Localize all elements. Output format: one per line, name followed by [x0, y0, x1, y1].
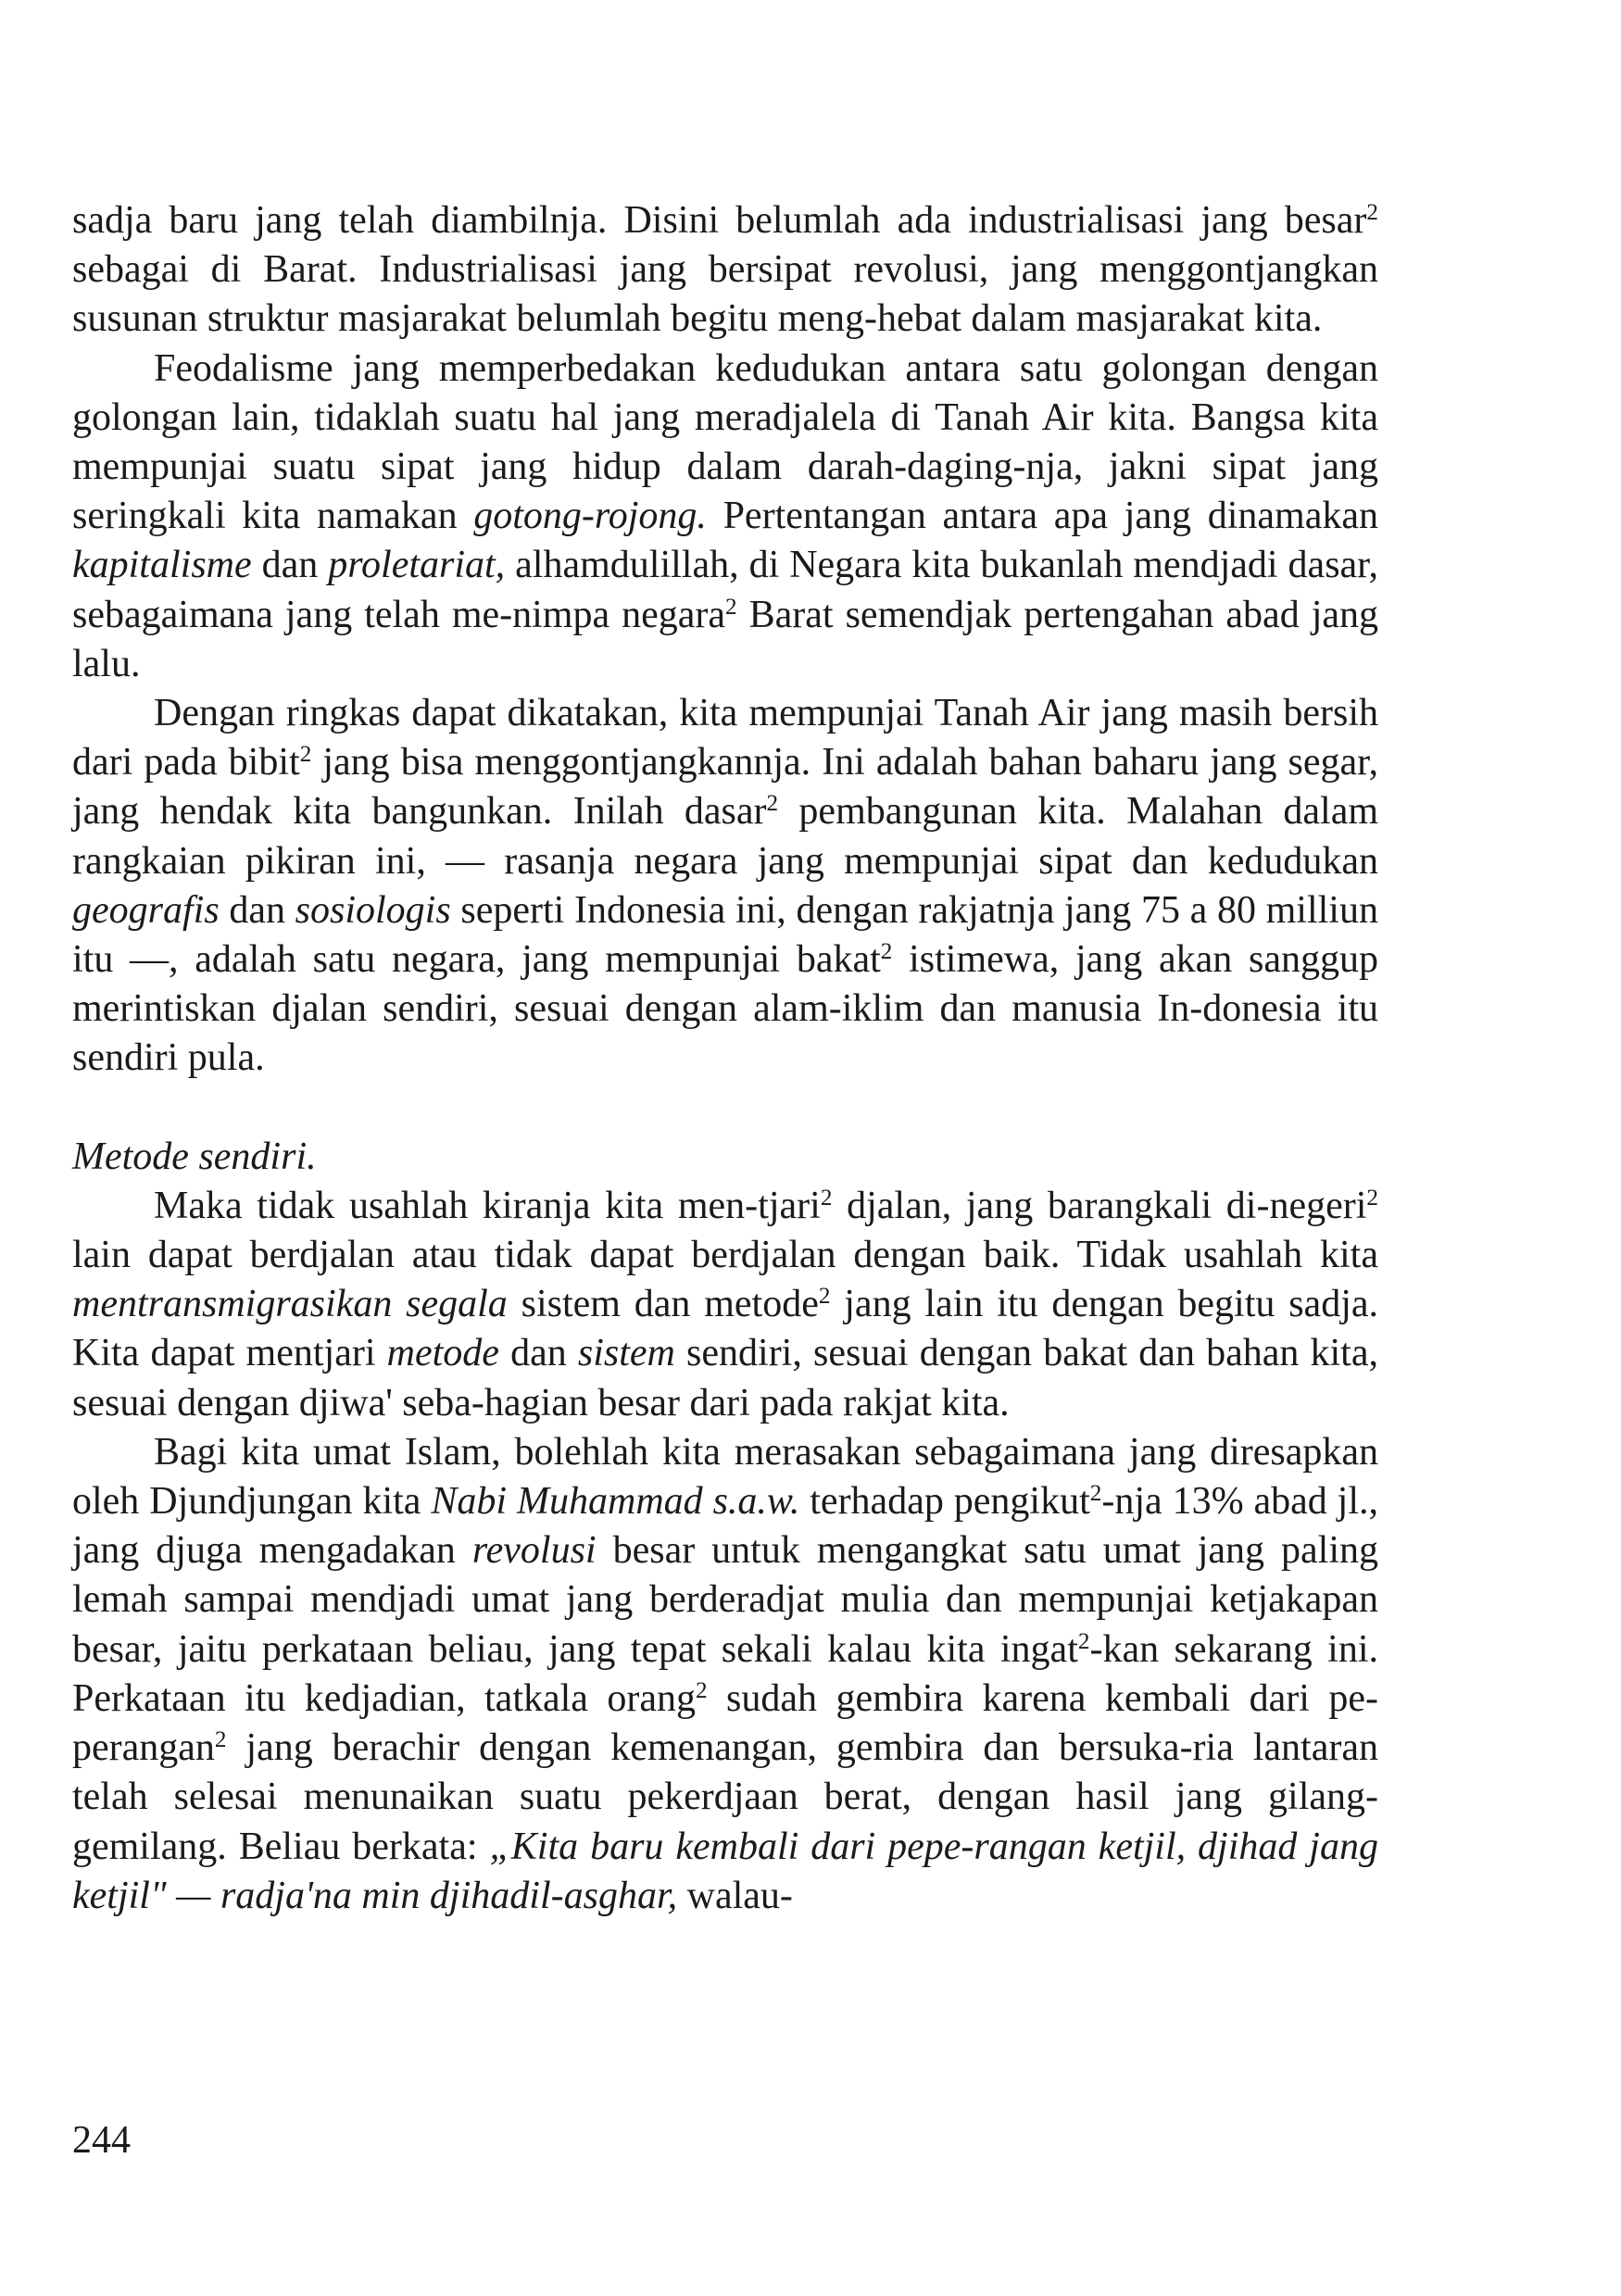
paragraph-4	[72, 1182, 1378, 1428]
text-run: Pertentangan antara apa jang dinamakan	[706, 495, 1379, 538]
italic-term: revolusi	[471, 1529, 597, 1573]
italic-term: sistem	[577, 1332, 675, 1375]
text-run: dan	[498, 1332, 578, 1375]
text-run: lain dapat berdjalan atau tidak dapat berdjalan dengan baik. Tidak usahlah kita	[72, 1234, 1378, 1277]
italic-term: metode	[386, 1332, 499, 1375]
text-run: djalan, jang barangkali di-negeri	[832, 1184, 1367, 1227]
text-run: -nja 13% abad jl., jang djuga mengadakan	[72, 1480, 1379, 1573]
superscript: 2	[725, 594, 737, 620]
superscript: 2	[299, 742, 312, 768]
text-run: sudah gembira karena kembali dari pe-perangan	[72, 1676, 1378, 1770]
italic-term: sosiologis	[295, 888, 451, 932]
italic-term: kapitalisme	[72, 544, 252, 587]
text-run: terhadap pengikut	[799, 1480, 1090, 1524]
superscript: 2	[1366, 1186, 1378, 1211]
superscript: 2	[818, 1284, 831, 1310]
text-run: sadja baru jang telah diambilnja. Disini belumlah ada industrialisasi jang besar	[72, 199, 1367, 242]
text-run: seperti Indonesia ini, dengan rakjatnja jang 75 a 80 milliun itu —, adalah satu negara, jang mempunjai bakat	[72, 888, 1378, 982]
section-heading: Metode sendiri.	[72, 1135, 317, 1178]
text-run: -kan sekarang ini. Perkataan itu kedjadian, tatkala orang	[72, 1627, 1378, 1720]
text-run: jang berachir dengan kemenangan, gembira dan bersuka-ria lantaran telah selesai menunaikan suatu pekerdjaan berat, dengan hasil jang gilang-gemilang. Beliau berkata:	[72, 1726, 1378, 1868]
italic-term: gotong-rojong.	[473, 495, 707, 538]
text-run: sebagai di Barat. Industrialisasi jang bersipat revolusi, jang menggontjangkan susunan struktur masjarakat belumlah begitu meng-hebat dalam masjarakat kita.	[72, 248, 1378, 341]
text-run: jang bisa menggontjangkannja. Ini adalah bahan baharu jang segar, jang hendak kita bangunkan. Inilah dasar	[72, 741, 1378, 834]
superscript: 2	[880, 939, 893, 965]
text-run: dan	[251, 544, 329, 587]
body-text	[72, 196, 1378, 1921]
superscript: 2	[1089, 1481, 1102, 1507]
page-number: 244	[72, 2119, 131, 2162]
italic-term: geografis	[72, 888, 220, 932]
paragraph-1	[72, 196, 1378, 345]
paragraph-5	[72, 1428, 1378, 1921]
italic-term: mentransmigrasikan segala	[72, 1283, 508, 1326]
text-run: pembangunan kita. Malahan dalam rangkaian pikiran ini, — rasanja negara jang mempunjai sipat dan kedudukan	[72, 790, 1378, 883]
text-run: besar untuk mengangkat satu umat jang paling lemah sampai mendjadi umat jang berderadjat mulia dan mempunjai ketjakapan besar, jaitu perkataan beliau, jang tepat sekali kalau kita ingat	[72, 1529, 1378, 1671]
text-run: alhamdulillah, di Negara kita bukanlah mendjadi dasar, sebagaimana jang telah me-nimpa negara	[72, 544, 1378, 636]
italic-term: proletariat,	[328, 544, 506, 587]
text-run: sendiri, sesuai dengan bakat dan bahan kita, sesuai dengan djiwa' seba-hagian besar dari pada rakjat kita.	[72, 1332, 1378, 1424]
text-run: dan	[219, 888, 295, 932]
text-run: Bagi kita umat Islam, bolehlah kita merasakan sebagaimana jang diresapkan oleh Djundjungan kita	[72, 1430, 1378, 1524]
text-run: Barat semendjak pertengahan abad jang lalu.	[72, 593, 1379, 685]
italic-term: „Kita baru kembali dari pepe-rangan ketjil, djihad jang ketjil" — radja'na min djihadil-asghar,	[72, 1825, 1378, 1917]
text-run: Dengan ringkas dapat dikatakan, kita mempunjai Tanah Air jang masih bersih dari pada bibit	[72, 692, 1378, 784]
superscript: 2	[214, 1727, 227, 1753]
paragraph-3	[72, 689, 1378, 1084]
text-run: walau-	[677, 1874, 793, 1917]
superscript: 2	[1366, 200, 1378, 226]
paragraph-2	[72, 345, 1378, 689]
text-run: Feodalisme jang memperbedakan kedudukan antara satu golongan dengan golongan lain, tidaklah suatu hal jang meradjalela di Tanah Air kita. Bangsa kita mempunjai suatu sipat jang hidup dalam darah-daging-nja, jakni sipat jang seringkali kita namakan	[72, 346, 1378, 538]
superscript: 2	[696, 1678, 708, 1704]
text-run: Maka tidak usahlah kiranja kita men-tjari	[154, 1184, 821, 1227]
italic-term: Nabi Muhammad s.a.w.	[431, 1480, 800, 1524]
superscript: 2	[820, 1186, 833, 1211]
superscript: 2	[766, 791, 779, 817]
text-run: istimewa, jang akan sanggup merintiskan djalan sendiri, sesuai dengan alam-iklim dan manusia In-donesia itu sendiri pula.	[72, 938, 1378, 1080]
superscript: 2	[1077, 1628, 1090, 1654]
text-run: jang lain itu dengan begitu sadja. Kita dapat mentjari	[72, 1283, 1379, 1375]
text-run: sistem dan metode	[507, 1283, 819, 1326]
